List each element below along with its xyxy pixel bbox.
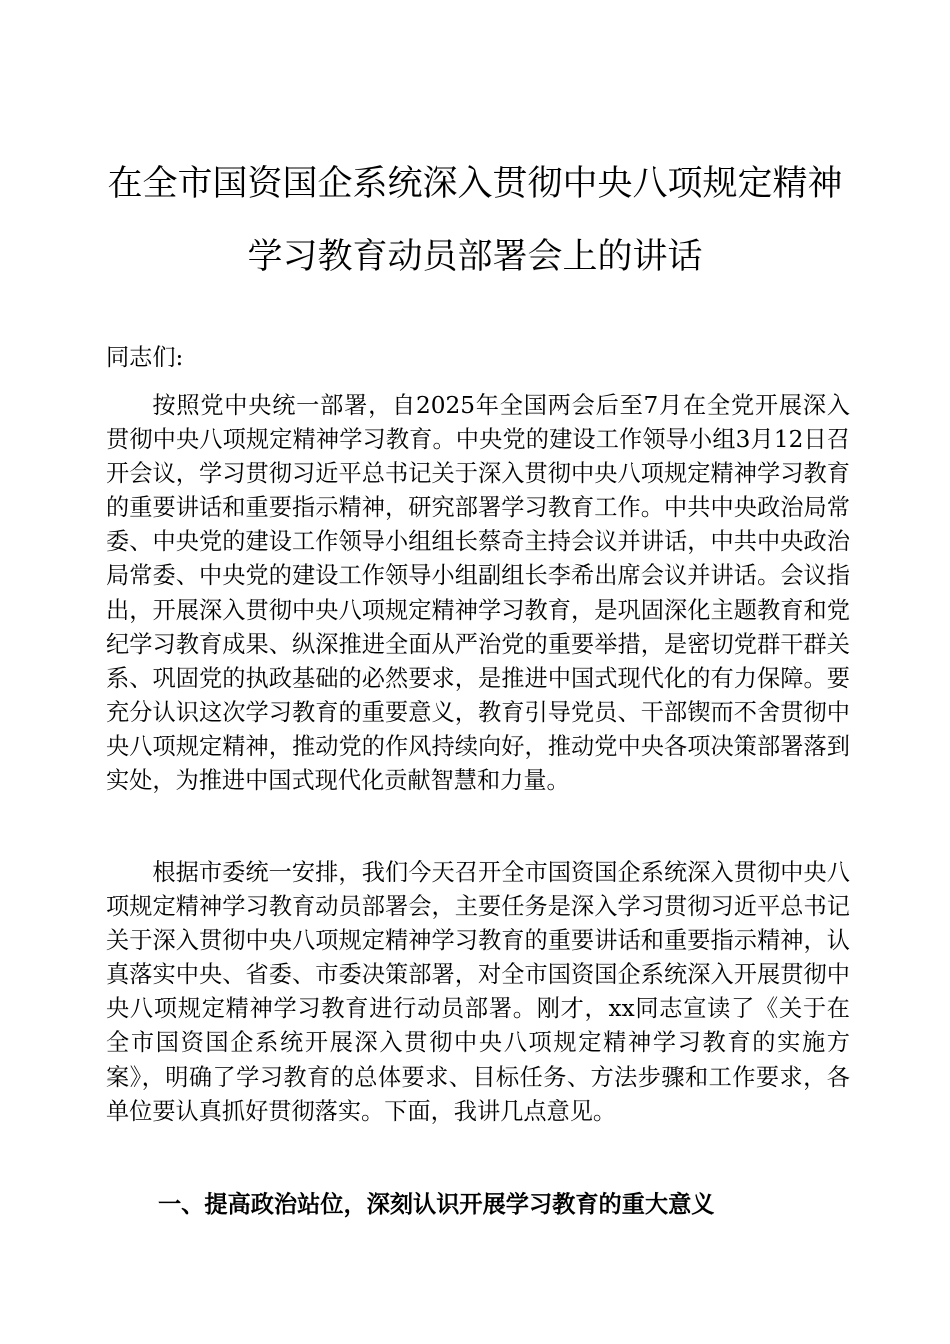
document-title-line2: 学习教育动员部署会上的讲话	[247, 237, 703, 277]
document-title-line1: 在全市国资国企系统深入贯彻中央八项规定精神	[107, 164, 843, 204]
salutation: 同志们:	[106, 344, 184, 371]
section-heading-1: 一、提高政治站位，深刻认识开展学习教育的重大意义	[158, 1191, 715, 1218]
paragraph-2: 根据市委统一安排，我们今天召开全市国资国企系统深入贯彻中央八项规定精神学习教育动员部署会，主要任务是深入学习贯彻习近平总书记关于深入贯彻中央八项规定精神学习教育的重要讲话和重要指示精神，认真落实中央、省委、市委决策部署，对全市国资国企系统深入开展贯彻中央八项规定精神学习教育进行动员部署。刚才，xx同志宣读了《关于在全市国资国企系统开展深入贯彻中央八项规定精神学习教育的实施方案》，明确了学习教育的总体要求、目标任务、方法步骤和工作要求，各单位要认真抓好贯彻落实。下面，我讲几点意见。	[106, 859, 850, 1125]
paragraph-1: 按照党中央统一部署，自2025年全国两会后至7月在全党开展深入贯彻中央八项规定精神学习教育。中央党的建设工作领导小组3月12日召开会议，学习贯彻习近平总书记关于深入贯彻中央八项规定精神学习教育的重要讲话和重要指示精神，研究部署学习教育工作。中共中央政治局常委、中央党的建设工作领导小组组长蔡奇主持会议并讲话，中共中央政治局常委、中央党的建设工作领导小组副组长李希出席会议并讲话。会议指出，开展深入贯彻中央八项规定精神学习教育，是巩固深化主题教育和党纪学习教育成果、纵深推进全面从严治党的重要举措，是密切党群干群关系、巩固党的执政基础的必然要求，是推进中国式现代化的有力保障。要充分认识这次学习教育的重要意义，教育引导党员、干部锲而不舍贯彻中央八项规定精神，推动党的作风持续向好，推动党中央各项决策部署落到实处，为推进中国式现代化贡献智慧和力量。	[106, 392, 850, 795]
